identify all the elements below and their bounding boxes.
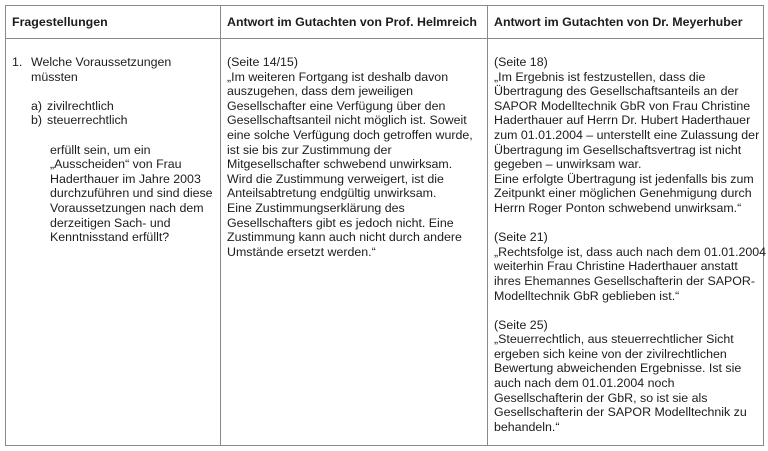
answer-line: Zeitpunkt einer möglichen Genehmigung durch bbox=[494, 186, 752, 201]
question-cell bbox=[6, 39, 221, 446]
answer-line: ihres Ehemannes Gesellschafterin der SAPOR- bbox=[494, 273, 756, 288]
answer-line: SAPOR Modelltechnik GbR von Frau Christine bbox=[494, 98, 751, 113]
answer-line: „Im weiteren Fortgang ist deshalb davon bbox=[227, 69, 449, 84]
answer-line: weiterhin Frau Christine Haderthauer anstatt bbox=[494, 259, 738, 274]
answer-line: Übertragung des Gesellschaftsanteils an der bbox=[494, 84, 739, 99]
option-text: zivilrechtlich bbox=[47, 98, 114, 113]
answer-block-seite-25 bbox=[494, 318, 757, 435]
answer-line: Herrn Roger Ponton schwebend unwirksam.“ bbox=[494, 200, 742, 215]
page-reference: (Seite 14/15) bbox=[227, 55, 298, 69]
page-reference: (Seite 25) bbox=[494, 317, 548, 332]
question-tail-line: Voraussetzungen nach dem bbox=[50, 200, 204, 215]
answer-line: Gesellschafterin der SAPOR Modelltechnik zu bbox=[494, 405, 747, 420]
header-row bbox=[6, 6, 764, 39]
answer-line: Wird die Zustimmung verweigert, ist die bbox=[227, 171, 444, 186]
answer-line: Gesellschafters gibt es jedoch nicht. Eine bbox=[227, 215, 454, 230]
document-page bbox=[5, 5, 767, 446]
header-questions: Fragestellungen bbox=[6, 6, 221, 39]
question-line: müssten bbox=[31, 69, 78, 84]
answer-line: Gesellschafterin der GbR, so ist sie als bbox=[494, 390, 708, 405]
comparison-table bbox=[5, 5, 767, 446]
answer-line: ist sie bis zur Zustimmung der bbox=[227, 142, 392, 157]
question-row bbox=[6, 39, 764, 446]
question-number: 1. bbox=[12, 55, 23, 69]
option-a bbox=[31, 99, 213, 114]
answer-line: zum 01.01.2004 – unterstellt eine Zulassung der bbox=[494, 127, 760, 142]
answer-line: Modelltechnik GbR geblieben ist.“ bbox=[494, 288, 680, 303]
answer-line: behandeln.“ bbox=[494, 419, 560, 434]
header-meyerhuber: Antwort im Gutachten von Dr. Meyerhuber bbox=[488, 6, 764, 39]
answer-line: Eine erfolgte Übertragung ist jedenfalls bis zum bbox=[494, 171, 754, 186]
answer-line: Gesellschafter eine Verfügung über den bbox=[227, 98, 446, 113]
meyerhuber-answer-cell bbox=[488, 39, 767, 446]
header-helmreich: Antwort im Gutachten von Prof. Helmreich bbox=[221, 6, 488, 39]
option-letter: b) bbox=[31, 113, 43, 128]
answer-line: Haderthauer auf Herrn Dr. Hubert Haderthauer bbox=[494, 113, 751, 128]
answer-line: auszugehen, dass dem jeweiligen bbox=[227, 84, 413, 99]
question-tail-line: derzeitigen Sach- und bbox=[50, 215, 171, 230]
question-line: Welche Voraussetzungen bbox=[31, 55, 172, 69]
question-tail-line: Kenntnisstand erfüllt? bbox=[50, 230, 170, 245]
page-reference: (Seite 21) bbox=[494, 230, 548, 245]
answer-line: „Im Ergebnis ist festzustellen, dass die bbox=[494, 69, 706, 84]
question-item bbox=[12, 55, 214, 245]
question-tail-line: „Ausscheiden“ von Frau bbox=[50, 157, 182, 172]
question-tail bbox=[31, 143, 213, 245]
answer-line: Mitgesellschafter schwebend unwirksam. bbox=[227, 157, 453, 172]
answer-line: gegeben – unwirksam war. bbox=[494, 157, 642, 172]
answer-block-seite-21 bbox=[494, 230, 767, 303]
answer-line: Gesellschaftsanteil nicht möglich ist. Soweit bbox=[227, 113, 467, 128]
answer-block-seite-18 bbox=[494, 55, 760, 216]
question-tail-line: Haderthauer im Jahre 2003 bbox=[50, 171, 201, 186]
answer-line: Anteilsabtretung endgültig unwirksam. bbox=[227, 186, 437, 201]
answer-line: auch nach dem 01.01.2004 noch bbox=[494, 376, 675, 391]
answer-line: Bewertung abweichenden Ergebnisse. Ist sie bbox=[494, 361, 742, 376]
answer-line: ergeben sich keine von der zivilrechtlichen bbox=[494, 346, 727, 361]
answer-line: eine solche Verfügung doch getroffen wurde, bbox=[227, 127, 473, 142]
option-text: steuerrechtlich bbox=[47, 113, 128, 128]
answer-line: „Rechtsfolge ist, dass auch nach dem 01.01.2004 bbox=[494, 244, 767, 259]
answer-line: Umstände ersetzt werden.“ bbox=[227, 244, 376, 259]
answer-line: „Steuerrechtlich, aus steuerrechtlicher Sicht bbox=[494, 332, 734, 347]
answer-line: Übertragung im Gesellschaftsvertrag ist nicht bbox=[494, 142, 742, 157]
question-tail-line: erfüllt sein, um ein bbox=[50, 142, 151, 157]
question-tail-line: durchzuführen und sind diese bbox=[50, 186, 213, 201]
answer-line: Zustimmung kann auch nicht durch andere bbox=[227, 230, 462, 245]
helmreich-answer-cell bbox=[221, 39, 488, 446]
option-letter: a) bbox=[31, 98, 43, 113]
answer-line: Eine Zustimmungserklärung des bbox=[227, 200, 405, 215]
option-b bbox=[31, 113, 213, 128]
page-reference: (Seite 18) bbox=[494, 55, 548, 69]
